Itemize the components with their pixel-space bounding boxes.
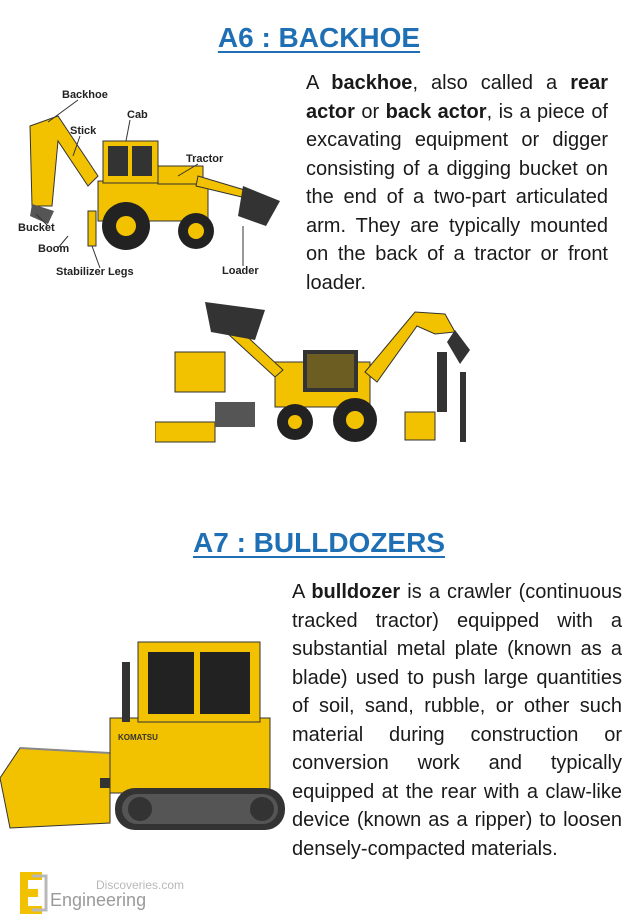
section-title-bulldozers: A7 : BULLDOZERS: [193, 527, 445, 558]
label-bucket: Bucket: [18, 222, 55, 234]
bold-term: bulldozer: [311, 581, 401, 603]
label-tractor: Tractor: [186, 153, 224, 165]
bulldozer-description: [292, 578, 622, 863]
svg-text:KOMATSU: KOMATSU: [118, 733, 158, 742]
engineering-discoveries-logo: [10, 870, 210, 916]
label-loader: Loader: [222, 265, 259, 277]
label-stabilizer-legs: Stabilizer Legs: [56, 266, 134, 278]
backhoe-attachments-image: [155, 292, 485, 452]
bold-term: rear actor: [306, 72, 609, 123]
text-run: A: [292, 581, 312, 603]
bold-term: back actor: [385, 100, 487, 123]
label-cab: Cab: [127, 109, 148, 121]
backhoe-description: [306, 69, 608, 297]
text-run: A: [306, 72, 332, 94]
watermark-bottom-text: Engineering: [50, 890, 147, 910]
backhoe-diagram: [18, 86, 288, 286]
text-run: is a crawler (continuous tracked tractor) equipped with a substantial metal plate (known as a blade) used to push large quantities of soil, sand, rubble, or other such material during construction or conversion work and typically equipped at the rear with a claw-like device (known as a ripper) to loosen densely-compacted materials.: [292, 581, 622, 860]
text-run: , is a piece of excavating equipment or digger consisting of a digging bucket on the end of a two-part articulated arm. They are typically mounted on the back of a tractor or front loader.: [306, 100, 608, 294]
section-title-backhoe: A6 : BACKHOE: [217, 22, 421, 53]
label-backhoe: Backhoe: [62, 89, 108, 101]
bold-term: backhoe: [331, 72, 413, 94]
label-boom: Boom: [38, 243, 70, 255]
watermark-top-text: Discoveries.com: [96, 878, 185, 892]
text-run: , also called a: [412, 72, 571, 94]
text-run: or: [354, 100, 386, 123]
label-stick: Stick: [70, 125, 97, 137]
bulldozer-image: [0, 628, 290, 838]
